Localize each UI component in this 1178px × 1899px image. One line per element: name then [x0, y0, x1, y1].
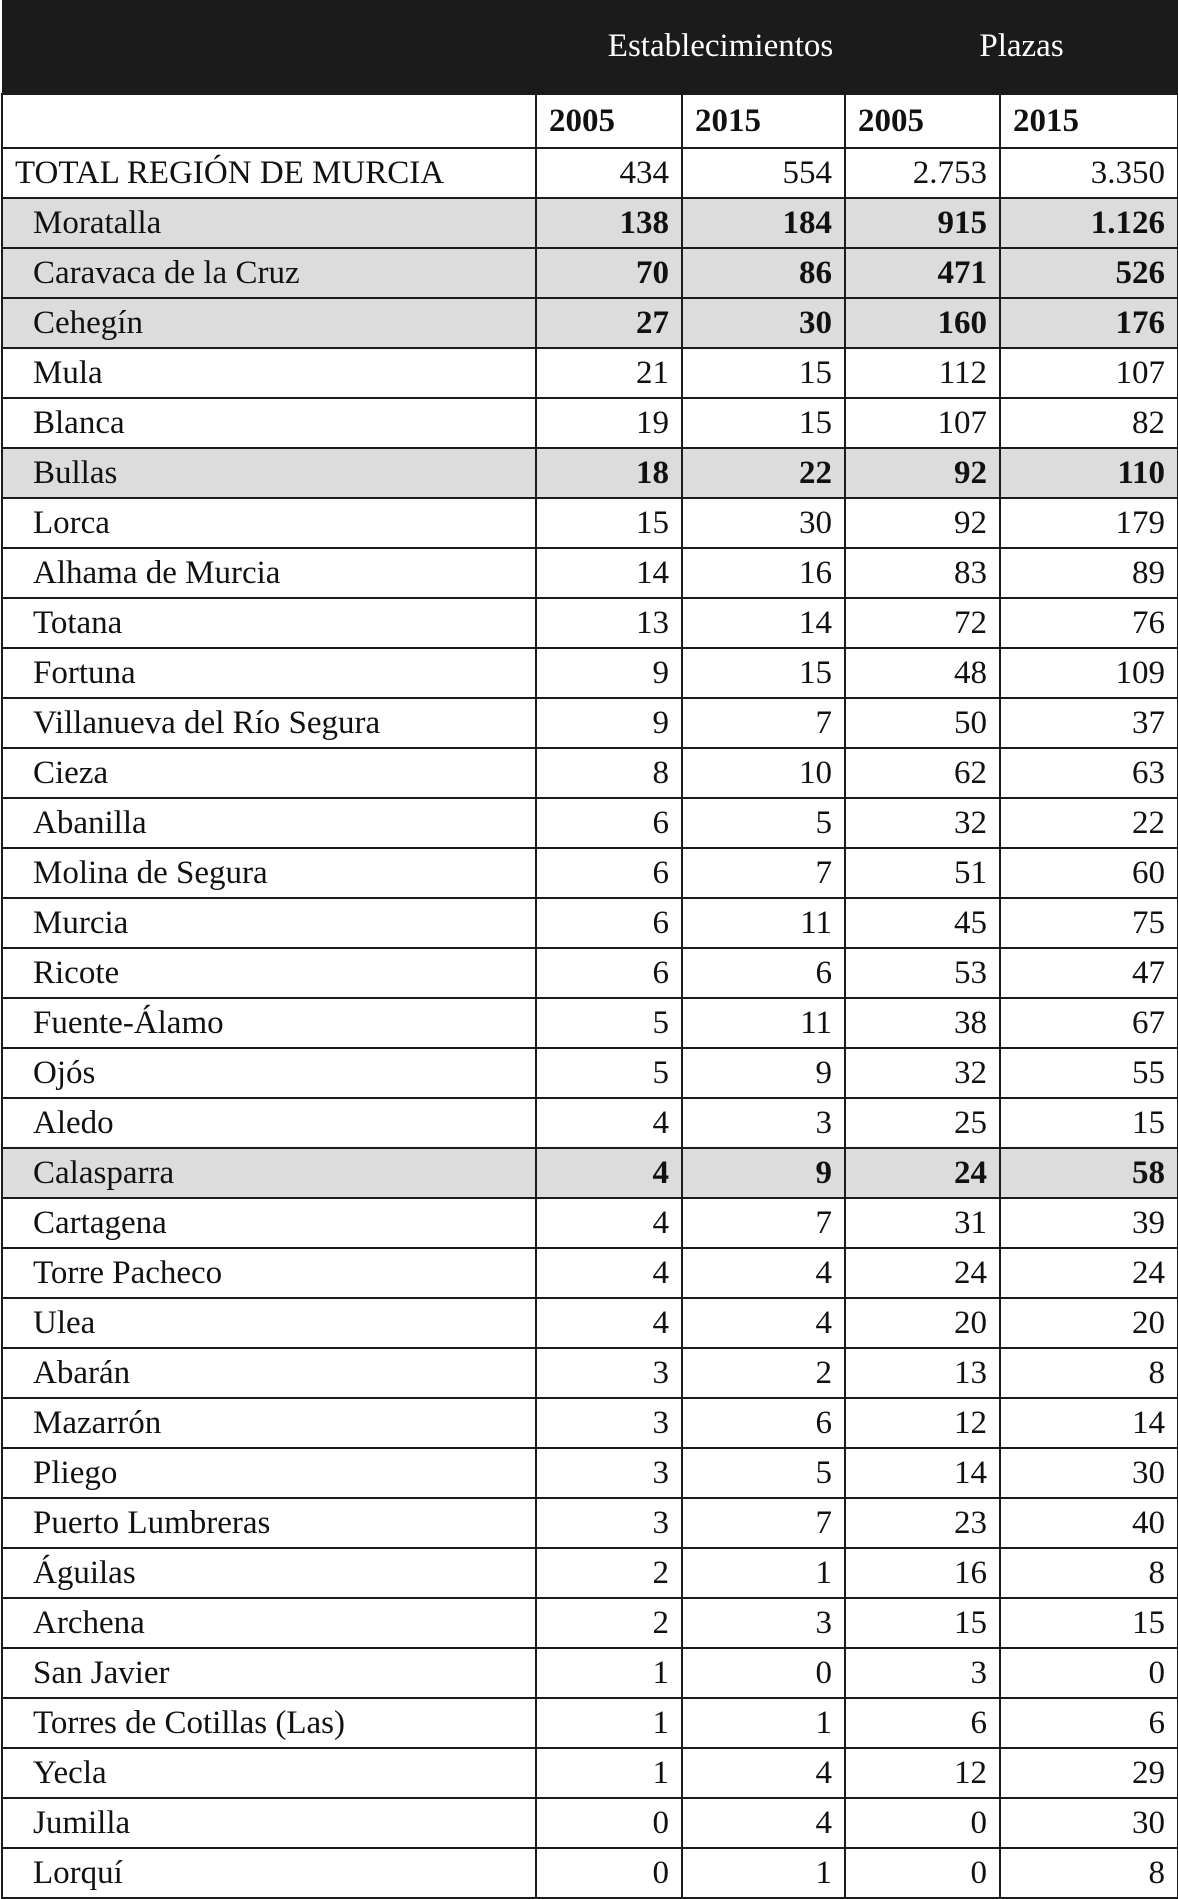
establecimientos-2005-cell: 4 — [536, 1298, 682, 1348]
municipality-name-cell: Mazarrón — [2, 1398, 536, 1448]
establecimientos-2015-cell: 5 — [682, 798, 845, 848]
establecimientos-2005-cell: 6 — [536, 848, 682, 898]
municipality-name-cell: Cehegín — [2, 298, 536, 348]
establecimientos-2005-cell: 4 — [536, 1248, 682, 1298]
establecimientos-2015-cell: 30 — [682, 498, 845, 548]
plazas-2015-cell: 179 — [1000, 498, 1178, 548]
table-row — [2, 648, 1178, 698]
plazas-2005-cell: 23 — [845, 1498, 1000, 1548]
table-row — [2, 1498, 1178, 1548]
establecimientos-2005-cell: 2 — [536, 1598, 682, 1648]
establecimientos-2015-cell: 9 — [682, 1048, 845, 1098]
plazas-2005-cell: 50 — [845, 698, 1000, 748]
plazas-2015-cell: 30 — [1000, 1798, 1178, 1848]
group-header-row — [2, 0, 1178, 94]
establecimientos-2015-cell: 6 — [682, 1398, 845, 1448]
establecimientos-2015-cell: 7 — [682, 848, 845, 898]
plazas-2005-cell: 92 — [845, 498, 1000, 548]
establecimientos-2015-cell: 11 — [682, 898, 845, 948]
establecimientos-2015-cell: 4 — [682, 1748, 845, 1798]
municipality-name-cell: Aledo — [2, 1098, 536, 1148]
establecimientos-2015-cell: 30 — [682, 298, 845, 348]
year-header-plazas-2015: 2015 — [1000, 94, 1178, 148]
municipality-name-cell: Abarán — [2, 1348, 536, 1398]
plazas-2005-cell: 51 — [845, 848, 1000, 898]
municipality-name-cell: Archena — [2, 1598, 536, 1648]
establecimientos-2005-cell: 4 — [536, 1198, 682, 1248]
table-row — [2, 1398, 1178, 1448]
establecimientos-2005-cell: 21 — [536, 348, 682, 398]
plazas-2015-cell: 55 — [1000, 1048, 1178, 1098]
plazas-2005-cell: 6 — [845, 1698, 1000, 1748]
table-row — [2, 248, 1178, 298]
establecimientos-2005-cell: 138 — [536, 198, 682, 248]
establecimientos-2005-cell: 9 — [536, 698, 682, 748]
municipality-name-cell: Abanilla — [2, 798, 536, 848]
establecimientos-2005-cell: 6 — [536, 948, 682, 998]
plazas-2005-cell: 0 — [845, 1848, 1000, 1898]
municipality-name-cell: Caravaca de la Cruz — [2, 248, 536, 298]
municipality-name-cell: TOTAL REGIÓN DE MURCIA — [2, 148, 536, 198]
table-row — [2, 1648, 1178, 1698]
plazas-2015-cell: 67 — [1000, 998, 1178, 1048]
establecimientos-2005-cell: 15 — [536, 498, 682, 548]
table-row — [2, 1298, 1178, 1348]
establecimientos-2005-cell: 4 — [536, 1098, 682, 1148]
establecimientos-2005-cell: 1 — [536, 1698, 682, 1748]
plazas-2015-cell: 58 — [1000, 1148, 1178, 1198]
table-row — [2, 1048, 1178, 1098]
establecimientos-2005-cell: 4 — [536, 1148, 682, 1198]
table-row — [2, 898, 1178, 948]
municipality-name-cell: Ojós — [2, 1048, 536, 1098]
table-row — [2, 348, 1178, 398]
plazas-2015-cell: 40 — [1000, 1498, 1178, 1548]
table-row — [2, 1598, 1178, 1648]
municipality-name-cell: Cieza — [2, 748, 536, 798]
data-table — [1, 0, 1178, 1899]
municipality-name-cell: Águilas — [2, 1548, 536, 1598]
total-row — [2, 148, 1178, 198]
establecimientos-2015-cell: 554 — [682, 148, 845, 198]
plazas-2015-cell: 8 — [1000, 1348, 1178, 1398]
plazas-2005-cell: 92 — [845, 448, 1000, 498]
table-row — [2, 298, 1178, 348]
establecimientos-2005-cell: 1 — [536, 1748, 682, 1798]
table-row — [2, 798, 1178, 848]
table-row — [2, 498, 1178, 548]
plazas-2015-cell: 20 — [1000, 1298, 1178, 1348]
plazas-2015-cell: 60 — [1000, 848, 1178, 898]
municipality-name-cell: Torre Pacheco — [2, 1248, 536, 1298]
municipality-name-cell: Murcia — [2, 898, 536, 948]
municipality-name-cell: Totana — [2, 598, 536, 648]
table-row — [2, 1698, 1178, 1748]
table-row — [2, 948, 1178, 998]
establecimientos-2015-cell: 15 — [682, 398, 845, 448]
plazas-2005-cell: 160 — [845, 298, 1000, 348]
plazas-2015-cell: 109 — [1000, 648, 1178, 698]
establecimientos-2015-cell: 9 — [682, 1148, 845, 1198]
plazas-2005-cell: 83 — [845, 548, 1000, 598]
plazas-2005-cell: 0 — [845, 1798, 1000, 1848]
plazas-2015-cell: 107 — [1000, 348, 1178, 398]
establecimientos-2015-cell: 1 — [682, 1848, 845, 1898]
year-header-establecimientos-2005: 2005 — [536, 94, 682, 148]
table-row — [2, 748, 1178, 798]
establecimientos-2015-cell: 7 — [682, 1498, 845, 1548]
municipality-name-cell: Bullas — [2, 448, 536, 498]
establecimientos-2005-cell: 18 — [536, 448, 682, 498]
plazas-2015-cell: 39 — [1000, 1198, 1178, 1248]
plazas-2005-cell: 62 — [845, 748, 1000, 798]
establecimientos-2005-cell: 3 — [536, 1448, 682, 1498]
plazas-2015-cell: 89 — [1000, 548, 1178, 598]
establecimientos-2015-cell: 11 — [682, 998, 845, 1048]
municipality-name-cell: Ricote — [2, 948, 536, 998]
municipality-name-cell: Lorca — [2, 498, 536, 548]
plazas-2005-cell: 2.753 — [845, 148, 1000, 198]
establecimientos-2015-cell: 7 — [682, 1198, 845, 1248]
plazas-2015-cell: 526 — [1000, 248, 1178, 298]
table-row — [2, 1148, 1178, 1198]
establecimientos-2015-cell: 184 — [682, 198, 845, 248]
establecimientos-2005-cell: 434 — [536, 148, 682, 198]
plazas-2015-cell: 82 — [1000, 398, 1178, 448]
establecimientos-2015-cell: 4 — [682, 1798, 845, 1848]
year-header-row — [2, 94, 1178, 148]
plazas-2005-cell: 32 — [845, 1048, 1000, 1098]
municipality-name-cell: Mula — [2, 348, 536, 398]
year-header-establecimientos-2015: 2015 — [682, 94, 845, 148]
establecimientos-2005-cell: 3 — [536, 1498, 682, 1548]
plazas-2015-cell: 15 — [1000, 1598, 1178, 1648]
establecimientos-2005-cell: 3 — [536, 1348, 682, 1398]
municipality-name-cell: Lorquí — [2, 1848, 536, 1898]
plazas-2005-cell: 15 — [845, 1598, 1000, 1648]
table-row — [2, 1798, 1178, 1848]
establecimientos-2005-cell: 27 — [536, 298, 682, 348]
plazas-2015-cell: 6 — [1000, 1698, 1178, 1748]
establecimientos-2015-cell: 86 — [682, 248, 845, 298]
group-header-establecimientos: Establecimientos — [536, 0, 845, 94]
establecimientos-2015-cell: 4 — [682, 1248, 845, 1298]
table-row — [2, 448, 1178, 498]
plazas-2015-cell: 30 — [1000, 1448, 1178, 1498]
establecimientos-2005-cell: 9 — [536, 648, 682, 698]
plazas-2005-cell: 915 — [845, 198, 1000, 248]
table-row — [2, 998, 1178, 1048]
municipality-name-cell: Moratalla — [2, 198, 536, 248]
establecimientos-2015-cell: 1 — [682, 1698, 845, 1748]
plazas-2005-cell: 31 — [845, 1198, 1000, 1248]
plazas-2015-cell: 176 — [1000, 298, 1178, 348]
plazas-2005-cell: 13 — [845, 1348, 1000, 1398]
establecimientos-2005-cell: 0 — [536, 1798, 682, 1848]
establecimientos-2015-cell: 4 — [682, 1298, 845, 1348]
table-row — [2, 1748, 1178, 1798]
plazas-2015-cell: 0 — [1000, 1648, 1178, 1698]
municipality-name-cell: Yecla — [2, 1748, 536, 1798]
establecimientos-2005-cell: 3 — [536, 1398, 682, 1448]
municipality-name-cell: Jumilla — [2, 1798, 536, 1848]
table-header — [2, 0, 1178, 148]
establecimientos-2015-cell: 3 — [682, 1098, 845, 1148]
establecimientos-2005-cell: 1 — [536, 1648, 682, 1698]
establecimientos-2015-cell: 5 — [682, 1448, 845, 1498]
plazas-2005-cell: 45 — [845, 898, 1000, 948]
establecimientos-2015-cell: 7 — [682, 698, 845, 748]
establecimientos-2015-cell: 22 — [682, 448, 845, 498]
table-row — [2, 1098, 1178, 1148]
plazas-2005-cell: 12 — [845, 1748, 1000, 1798]
plazas-2015-cell: 14 — [1000, 1398, 1178, 1448]
establecimientos-2005-cell: 5 — [536, 998, 682, 1048]
table-row — [2, 698, 1178, 748]
table-row — [2, 198, 1178, 248]
plazas-2005-cell: 48 — [845, 648, 1000, 698]
plazas-2005-cell: 12 — [845, 1398, 1000, 1448]
establecimientos-2005-cell: 5 — [536, 1048, 682, 1098]
plazas-2015-cell: 47 — [1000, 948, 1178, 998]
establecimientos-2015-cell: 1 — [682, 1548, 845, 1598]
establecimientos-2015-cell: 10 — [682, 748, 845, 798]
establecimientos-2005-cell: 6 — [536, 898, 682, 948]
plazas-2005-cell: 24 — [845, 1248, 1000, 1298]
year-header-blank-cell — [2, 94, 536, 148]
establecimientos-2005-cell: 6 — [536, 798, 682, 848]
plazas-2015-cell: 8 — [1000, 1848, 1178, 1898]
municipality-name-cell: Calasparra — [2, 1148, 536, 1198]
establecimientos-2005-cell: 2 — [536, 1548, 682, 1598]
table-row — [2, 1248, 1178, 1298]
plazas-2015-cell: 29 — [1000, 1748, 1178, 1798]
establecimientos-2005-cell: 19 — [536, 398, 682, 448]
establecimientos-2015-cell: 15 — [682, 648, 845, 698]
municipality-name-cell: Torres de Cotillas (Las) — [2, 1698, 536, 1748]
municipality-name-cell: Fuente-Álamo — [2, 998, 536, 1048]
plazas-2015-cell: 22 — [1000, 798, 1178, 848]
table-row — [2, 1848, 1178, 1898]
establecimientos-2005-cell: 70 — [536, 248, 682, 298]
table-row — [2, 598, 1178, 648]
municipality-name-cell: Molina de Segura — [2, 848, 536, 898]
municipality-name-cell: Ulea — [2, 1298, 536, 1348]
table-row — [2, 1448, 1178, 1498]
establecimientos-2015-cell: 16 — [682, 548, 845, 598]
plazas-2005-cell: 3 — [845, 1648, 1000, 1698]
header-blank-cell — [2, 0, 536, 94]
plazas-2005-cell: 112 — [845, 348, 1000, 398]
plazas-2015-cell: 76 — [1000, 598, 1178, 648]
plazas-2005-cell: 32 — [845, 798, 1000, 848]
plazas-2015-cell: 15 — [1000, 1098, 1178, 1148]
plazas-2005-cell: 72 — [845, 598, 1000, 648]
establecimientos-2015-cell: 14 — [682, 598, 845, 648]
municipality-name-cell: Fortuna — [2, 648, 536, 698]
municipality-name-cell: San Javier — [2, 1648, 536, 1698]
establecimientos-2005-cell: 8 — [536, 748, 682, 798]
plazas-2005-cell: 20 — [845, 1298, 1000, 1348]
table-body — [2, 148, 1178, 1898]
plazas-2015-cell: 63 — [1000, 748, 1178, 798]
plazas-2015-cell: 1.126 — [1000, 198, 1178, 248]
municipality-name-cell: Pliego — [2, 1448, 536, 1498]
plazas-2005-cell: 53 — [845, 948, 1000, 998]
table-row — [2, 1198, 1178, 1248]
establecimientos-2015-cell: 0 — [682, 1648, 845, 1698]
establecimientos-2005-cell: 13 — [536, 598, 682, 648]
municipality-name-cell: Puerto Lumbreras — [2, 1498, 536, 1548]
plazas-2005-cell: 471 — [845, 248, 1000, 298]
year-header-plazas-2005: 2005 — [845, 94, 1000, 148]
plazas-2015-cell: 75 — [1000, 898, 1178, 948]
establecimientos-2005-cell: 0 — [536, 1848, 682, 1898]
plazas-2005-cell: 24 — [845, 1148, 1000, 1198]
establecimientos-2015-cell: 6 — [682, 948, 845, 998]
establecimientos-2015-cell: 3 — [682, 1598, 845, 1648]
plazas-2005-cell: 16 — [845, 1548, 1000, 1598]
table-row — [2, 1548, 1178, 1598]
plazas-2005-cell: 14 — [845, 1448, 1000, 1498]
table-row — [2, 848, 1178, 898]
table-row — [2, 548, 1178, 598]
group-header-plazas: Plazas — [845, 0, 1178, 94]
establecimientos-2005-cell: 14 — [536, 548, 682, 598]
plazas-2015-cell: 110 — [1000, 448, 1178, 498]
table-row — [2, 398, 1178, 448]
plazas-2015-cell: 24 — [1000, 1248, 1178, 1298]
establecimientos-2015-cell: 15 — [682, 348, 845, 398]
municipality-name-cell: Alhama de Murcia — [2, 548, 536, 598]
municipality-name-cell: Cartagena — [2, 1198, 536, 1248]
municipality-name-cell: Villanueva del Río Segura — [2, 698, 536, 748]
plazas-2015-cell: 8 — [1000, 1548, 1178, 1598]
table-row — [2, 1348, 1178, 1398]
plazas-2005-cell: 107 — [845, 398, 1000, 448]
plazas-2015-cell: 37 — [1000, 698, 1178, 748]
plazas-2005-cell: 38 — [845, 998, 1000, 1048]
plazas-2015-cell: 3.350 — [1000, 148, 1178, 198]
municipality-name-cell: Blanca — [2, 398, 536, 448]
establecimientos-2015-cell: 2 — [682, 1348, 845, 1398]
plazas-2005-cell: 25 — [845, 1098, 1000, 1148]
